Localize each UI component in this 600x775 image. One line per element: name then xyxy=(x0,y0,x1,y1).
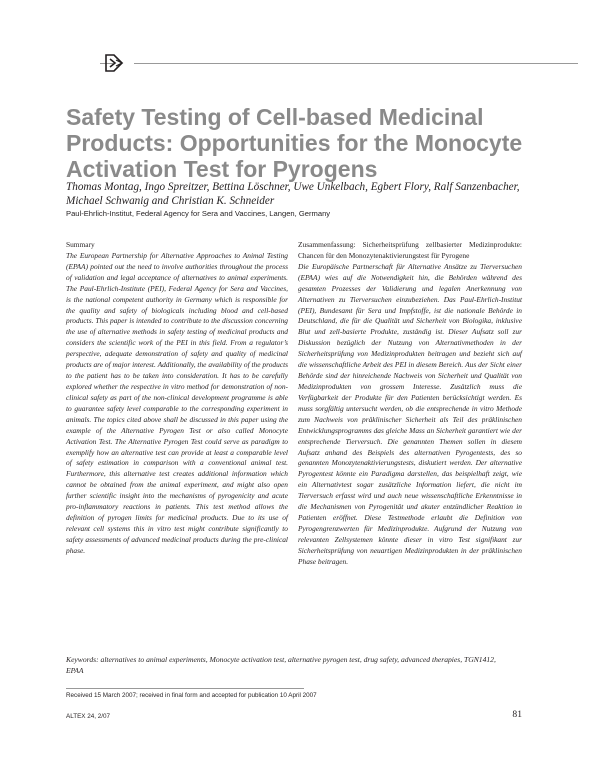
zusammenfassung-heading: Zusammenfassung: Sicherheitsprüfung zellbasierter Medizinprodukte: Chancen für den Monozytenaktivierungstest für Pyrogene xyxy=(298,240,522,260)
journal-citation: ALTEX 24, 2/07 xyxy=(66,713,110,720)
zusammenfassung-text: Die Europäische Partnerschaft für Alternative Ansätze zu Tierversuchen (EPAA) wies auf die Notwendigkeit hin, die Behörden während des gesamten Prozesses der Validierung und legalen Anerkennung von Alternativen zu Tierversuchen einzubeziehen. Das Paul-Ehrlich-Institut (PEI), Bundesamt für Sera und Impfstoffe, ist die nationale Behörde in Deutschland, die für die Qualität und Sicherheit von Biologika, inklusive Blut und zell-basierte Produkte, zuständig ist. Dieser Aufsatz soll zur Diskussion bezüglich der Nutzung von Alternativmethoden in der Sicherheitsprüfung von Medizinprodukten beitragen und bezieht sich auf die wissenschaftliche Arbeit des PEI in diesem Bereich. Aus der Sicht einer Behörde sind der hinreichende Nachweis von Sicherheit und Qualität von Medizinprodukten von grossem Interesse. Zusätzlich muss die Verfügbarkeit der Produkte für den Patienten berücksichtigt werden. Es muss sorgfältig untersucht werden, ob die entsprechende in vitro Methode zum Nachweis von präklinischer Sicherheit als Teil des präklinischen Entwicklungsprogramms das gleiche Mass an Sicherheit garantiert wie der entsprechende Tierversuch. Die genannten Themen sollen in diesem Aufsatz anhand des Beispiels des alternativen Pyrogentests, des so genannten Monozytenaktivierungstests, diskutiert werden. Der alternative Pyrogentest könnte ein Paradigma darstellen, das beispielhaft zeigt, wie ein Alternativtest sogar zusätzliche Information liefert, die nicht im Tierversuch erfasst wird und auch neue wissenschaftliche Erkenntnisse in die Mechanismen von Pyrogenität und akuter entzündlicher Reaktion in Patienten eröffnet. Diese Testmethode erlaubt die Definition von Pyrogengrenzwerten für Medizinprodukte. Aufgrund der Nutzung von relevanten Zellsystemen könnte dieser in vitro Test signifikant zur Sicherheitsprüfung von neuartigen Medizinprodukten in der präklinischen Phase beitragen. xyxy=(298,261,522,566)
summary-column xyxy=(66,240,288,557)
footnote-rule xyxy=(66,688,304,689)
page-number: 81 xyxy=(512,709,522,720)
received-note: Received 15 March 2007; received in final form and accepted for publication 10 April 2007 xyxy=(66,692,317,699)
summary-text: The European Partnership for Alternative Approaches to Animal Testing (EPAA) pointed out the need to involve authorities throughout the process of validation and legal acceptance of alternatives to animal experiments. The Paul-Ehrlich-Institute (PEI), Federal Agency for Sera and Vaccines, is the national competent authority in Germany which is responsible for the quality and safety of biologicals including blood and cell-based products. This paper is intended to contribute to the discussion concerning the use of alternative methods in safety testing of medicinal products and considers the scientific work of the PEI in this field. From a regulator’s perspective, adequate demonstration of safety and quality of medicinal products are of major interest. Additionally, the availability of the products to the patient has to be taken into consideration. It has to be carefully explored whether the respective in vitro method for demonstration of non-clinical safety as part of the non-clinical development programme is able to guarantee safety level comparable to the corresponding experiment in animals. The topics cited above shall be discussed in this paper using the example of the Alternative Pyrogen Test or also called Monocyte Activation Test. The Alternative Pyrogen Test could serve as paradigm to exemplify how an alternative test can provide at least a comparable level of safety estimation in comparison with a conventional animal test. Furthermore, this alternative test creates additional information which cannot be obtained from the animal experiment, and might also open further scientific insight into the mechanisms of pyrogenicity and acute pro-inflammatory reactions in patients. This test method allows the definition of pyrogen limits for medicinal products. Due to its use of relevant cell systems this in vitro test might contribute significantly to safety assessments of advanced medicinal products during the pre-clinical phase. xyxy=(66,250,288,555)
zusammenfassung-column xyxy=(298,240,522,568)
header-rule-right xyxy=(134,63,578,64)
summary-heading: Summary xyxy=(66,240,95,249)
affiliation: Paul-Ehrlich-Institut, Federal Agency for Sera and Vaccines, Langen, Germany xyxy=(66,209,331,218)
article-title: Safety Testing of Cell-based Medicinal Products: Opportunities for the Monocyte Activation Test for Pyrogens xyxy=(66,104,523,182)
keywords: Keywords: alternatives to animal experiments, Monocyte activation test, alternative pyrogen test, drug safety, advanced therapies, TGN1412, EPAA xyxy=(66,655,496,675)
journal-logo-icon xyxy=(102,52,126,74)
author-list: Thomas Montag, Ingo Spreitzer, Bettina Löschner, Uwe Unkelbach, Egbert Flory, Ralf Sanzenbacher, Michael Schwanig and Christian K. Schneider xyxy=(66,181,520,207)
